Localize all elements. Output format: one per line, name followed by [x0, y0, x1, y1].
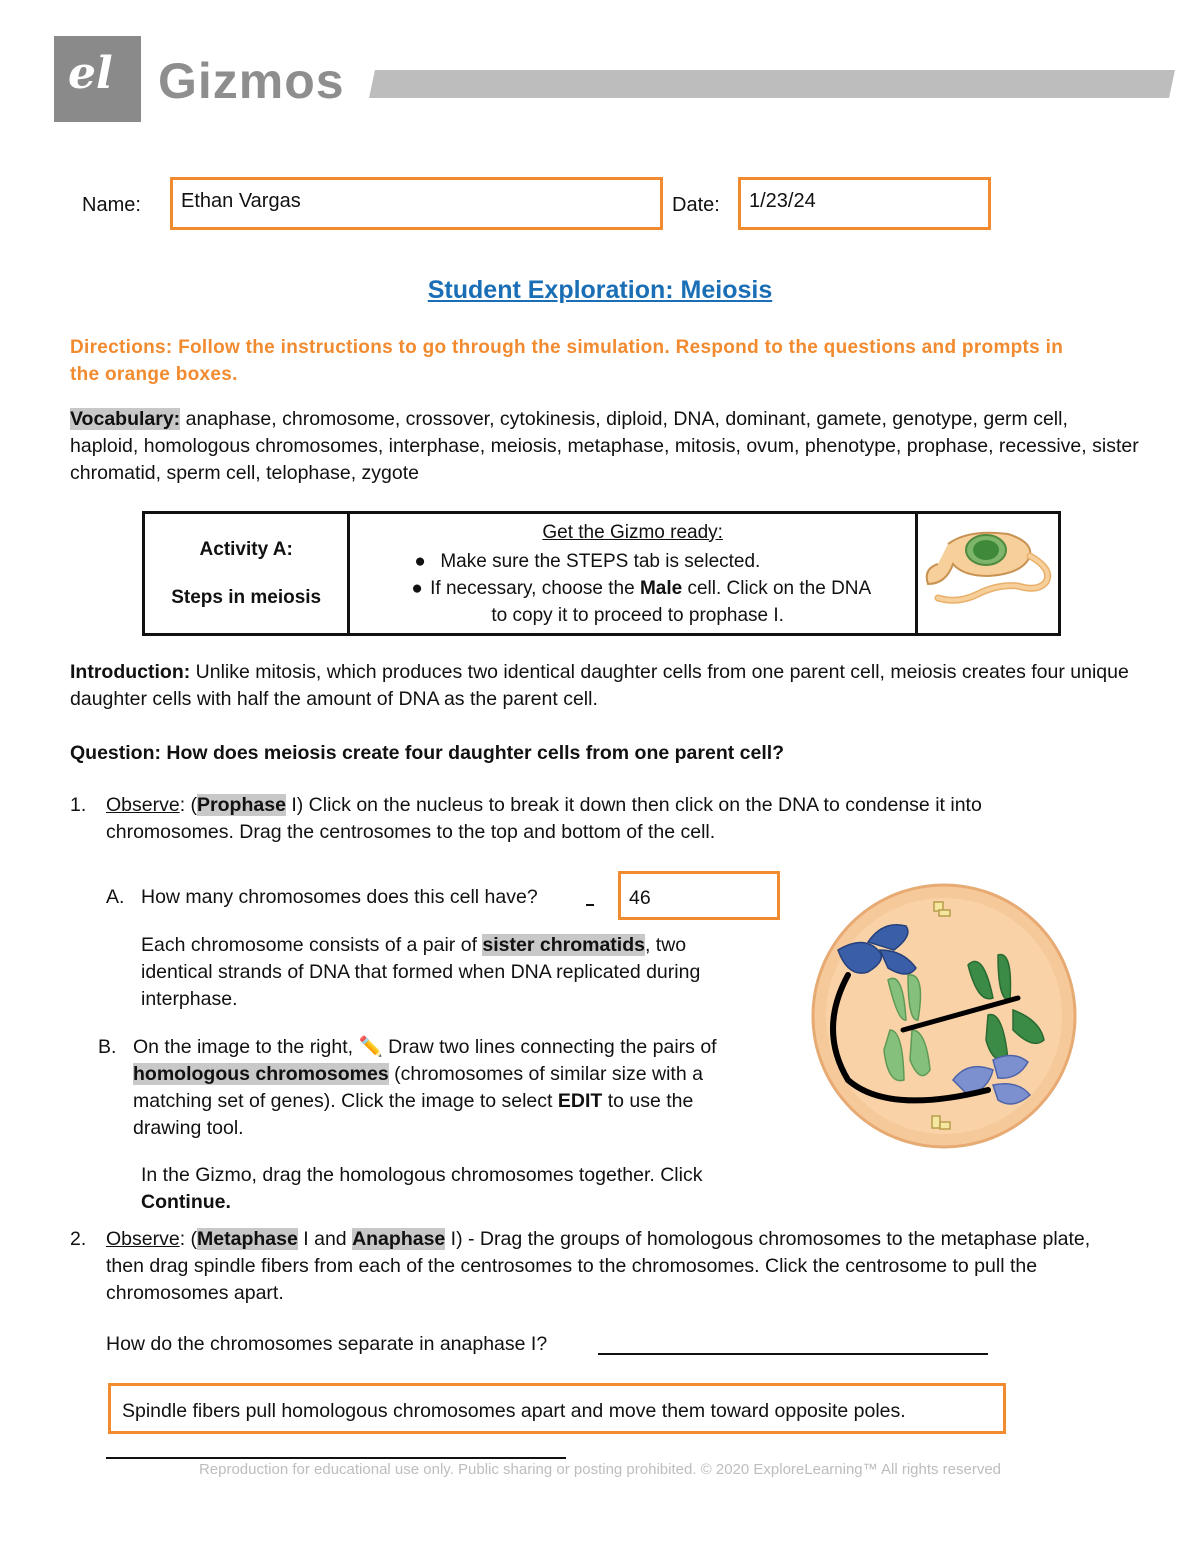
bullet-steps-tab [414, 548, 901, 575]
bullet-male-cell [374, 575, 901, 629]
q1-instructions: I) Click on the nucleus to break it down then click on the DNA to condense it into chromosomes. Drag the centrosomes to the top and bottom of the cell. [106, 794, 982, 843]
q1-number: 1. [70, 794, 87, 816]
activity-table [142, 511, 1061, 636]
q2-question: How do the chromosomes separate in anaphase I? [106, 1333, 548, 1355]
footer-copyright: Reproduction for educational use only. Public sharing or posting prohibited. © 2020 ExploreLearning™ All rights reserved [198, 1461, 1002, 1478]
footer-rule [106, 1457, 566, 1459]
q2-number: 2. [70, 1228, 87, 1250]
introduction-text: Unlike mitosis, which produces two identical daughter cells from one parent cell, meiosis creates four unique daughter cells with half the amount of DNA as the parent cell. [70, 661, 1129, 710]
sister-text: , two identical strands of DNA that formed when DNA replicated during interphase. [141, 934, 701, 1010]
sperm-cell-image-cell [916, 513, 1059, 635]
q1-punct: : ( [179, 794, 198, 816]
q1b-text [133, 1034, 743, 1142]
homologous-term: homologous chromosomes [133, 1063, 389, 1085]
directions: Directions: Follow the instructions to go through the simulation. Respond to the questions and prompts in the orange boxes. [70, 337, 1064, 385]
q1b-text-part: On the image to the right, [133, 1036, 359, 1058]
q1b-label: B. [98, 1036, 117, 1058]
bullet-icon: ● [414, 550, 426, 572]
activity-title-cell [144, 513, 349, 635]
prophase-label: Prophase [197, 794, 286, 816]
q1a-label: A. [106, 886, 125, 908]
prophase-cell-image[interactable] [808, 880, 1080, 1152]
q1b-text-part: Draw two lines connecting the pairs of [382, 1036, 717, 1058]
q1b-text-part: (chromosomes of similar size with a matching set of genes). Click the image to select [133, 1063, 703, 1112]
ready-heading: Get the Gizmo ready: [542, 521, 723, 543]
gizmo-ready-cell [349, 513, 917, 635]
continue-bold: Continue. [141, 1191, 231, 1213]
bullet-text: cell. Click on the DNA to copy it to proceed to prophase I. [491, 577, 872, 626]
activity-subtitle: Steps in meiosis [171, 586, 322, 608]
q2-answer-line [598, 1353, 988, 1355]
sperm-cell-image [918, 514, 1058, 628]
q2-answer-field[interactable]: Spindle fibers pull homologous chromosomes apart and move them toward opposite poles. [108, 1383, 1006, 1434]
q1-text [106, 792, 1106, 846]
vocabulary-label: Vocabulary: [70, 408, 181, 430]
male-bold: Male [639, 577, 683, 599]
q2-text [106, 1226, 1106, 1307]
metaphase-label: Metaphase [197, 1228, 298, 1250]
q2-punct: I and [297, 1228, 353, 1250]
name-label: Name: [82, 194, 141, 216]
date-field[interactable]: 1/23/24 [738, 177, 991, 230]
page-title: Student Exploration: Meiosis [427, 276, 773, 304]
q1a-blank [586, 904, 594, 906]
gizmo-drag-part: In the Gizmo, drag the homologous chromosomes together. Click [141, 1164, 703, 1186]
main-question: Question: How does meiosis create four daughter cells from one parent cell? [70, 742, 785, 764]
bullet-icon: ● [411, 577, 423, 599]
observe-label: Observe [106, 1228, 180, 1250]
date-label: Date: [672, 194, 720, 216]
observe-label: Observe [106, 794, 180, 816]
vocabulary-terms: anaphase, chromosome, crossover, cytokinesis, diploid, DNA, dominant, gamete, genotype, germ cell, haploid, homologous chromosomes, interphase, meiosis, metaphase, mitosis, ovum, phenotype, prophase, recessive, sister chromatid, sperm cell, telophase, zygote [70, 408, 1139, 484]
header-bar [369, 70, 1175, 98]
pencil-icon: ✏️ [358, 1036, 383, 1058]
sister-chromatids-term: sister chromatids [482, 934, 645, 956]
explorelearning-logo [54, 36, 141, 122]
q2-instructions: I) - Drag the groups of homologous chromosomes to the metaphase plate, then drag spindle fibers from each of the centrosomes to the chromosomes. Click the centrosome to pull the chromosomes apart. [106, 1228, 1091, 1304]
introduction [70, 659, 1140, 713]
anaphase-label: Anaphase [352, 1228, 446, 1250]
logo-glyph: el [68, 48, 113, 99]
bullet-text: Make sure the STEPS tab is selected. [440, 550, 761, 572]
q1b-text-part: to use the drawing tool. [133, 1090, 694, 1139]
introduction-label: Introduction: [70, 661, 191, 683]
gizmos-brand: Gizmos [158, 53, 345, 109]
vocabulary [70, 406, 1140, 487]
sister-chromatids-text [141, 932, 721, 1013]
bullet-text: If necessary, choose the [430, 577, 640, 599]
activity-title: Activity A: [199, 538, 293, 560]
name-field[interactable]: Ethan Vargas [170, 177, 663, 230]
q2-punct: : ( [179, 1228, 198, 1250]
sister-text: Each chromosome consists of a pair of [141, 934, 483, 956]
q1a-question: How many chromosomes does this cell have? [141, 886, 538, 908]
edit-bold: EDIT [557, 1090, 603, 1112]
gizmo-drag-text [141, 1162, 731, 1216]
q1a-answer-field[interactable]: 46 [618, 871, 780, 920]
